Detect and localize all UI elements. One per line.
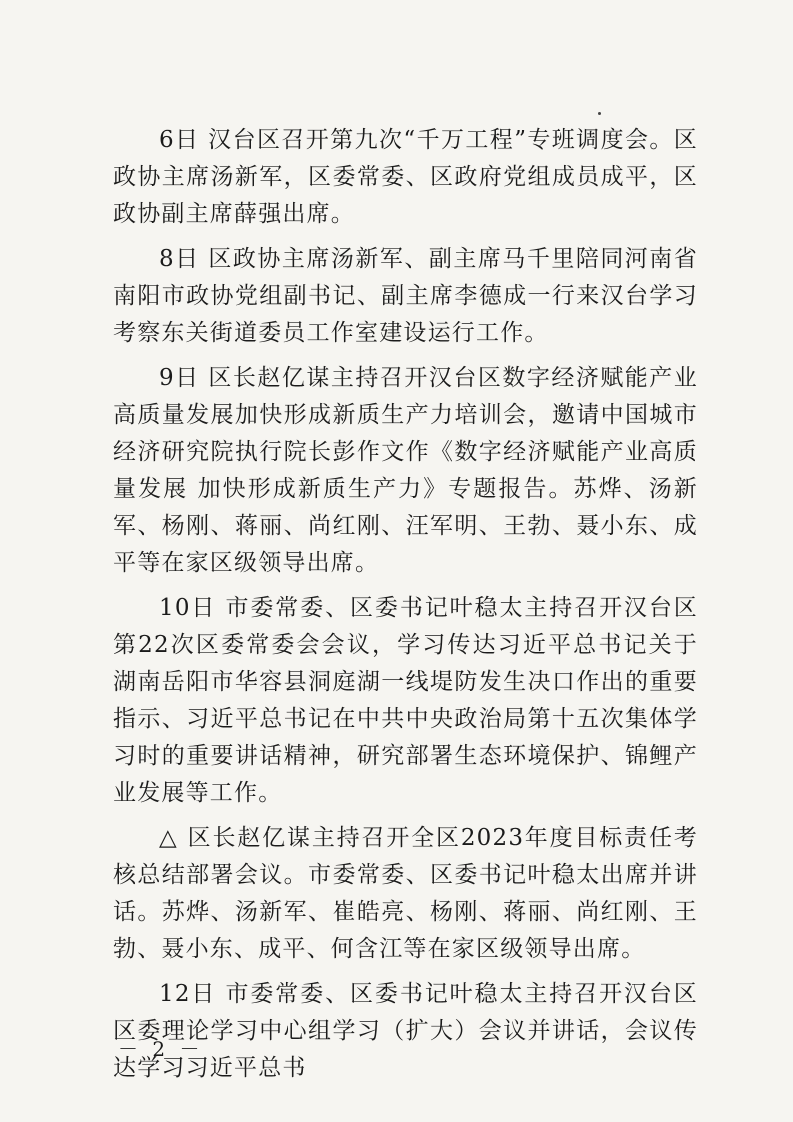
paragraph-day-8: 8日 区政协主席汤新军、副主席马千里陪同河南省南阳市政协党组副书记、副主席李德成一行来汉台学习考察东关街道委员工作室建设运行工作。 <box>113 246 698 346</box>
paragraph-day-9: 9日 区长赵亿谋主持召开汉台区数字经济赋能产业高质量发展加快形成新质生产力培训会，邀请中国城市经济研究院执行院长彭作文作《数字经济赋能产业高质量发展 加快形成新质生产力》专题报告。苏烨、汤新军、杨刚、蒋丽、尚红刚、汪军明、王勃、聂小东、成平等在家区级领导出席。 <box>113 365 698 576</box>
scan-speck <box>598 112 601 115</box>
paragraph-day-6: 6日 汉台区召开第九次“千万工程”专班调度会。区政协主席汤新军，区委常委、区政府党组成员成平，区政协副主席薛强出席。 <box>113 127 698 227</box>
document-body <box>113 122 698 1095</box>
page-number: － 2 － <box>118 1037 204 1061</box>
paragraph-day-10-triangle: △ 区长赵亿谋主持召开全区2023年度目标责任考核总结部署会议。市委常委、区委书记叶稳太出席并讲话。苏烨、汤新军、崔皓亮、杨刚、蒋丽、尚红刚、王勃、聂小东、成平、何含江等在家区级领导出席。 <box>113 825 698 962</box>
paragraph-day-12: 12日 市委常委、区委书记叶稳太主持召开汉台区区委理论学习中心组学习（扩大）会议并讲话，会议传达学习习近平总书 <box>113 981 698 1081</box>
paragraph-day-10: 10日 市委常委、区委书记叶稳太主持召开汉台区第22次区委常委会会议，学习传达习近平总书记关于湖南岳阳市华容县洞庭湖一线堤防发生决口作出的重要指示、习近平总书记在中共中央政治局第十五次集体学习时的重要讲话精神，研究部署生态环境保护、锦鲤产业发展等工作。 <box>113 595 698 806</box>
